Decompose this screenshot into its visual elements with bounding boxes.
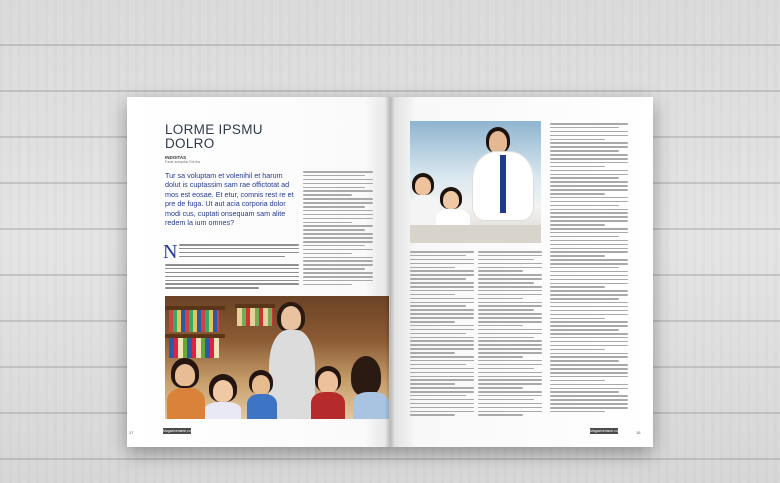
page-number: 18 [636,430,641,435]
magazine-spine [385,97,395,447]
kicker: INDOITAS [165,155,187,160]
kicker-subtitle: Faraf acequtar Dis tbs [165,160,201,164]
open-magazine [127,97,653,447]
body-text [165,264,299,294]
page-title: LORME IPSMU DOLRO [165,122,263,151]
footer-label: Magazinename.com [590,429,621,433]
left-page [127,97,390,447]
teacher-photo [410,121,541,243]
text-column [410,251,474,427]
right-page [390,97,653,447]
body-text-lead [179,244,299,262]
classroom-photo [165,296,389,419]
page-number: 17 [129,430,134,435]
text-column [478,251,542,427]
text-column [550,123,628,431]
text-column [303,171,373,293]
deck-paragraph: Tur sa voluptam et volenihil et harum dolut is cuptassim sam rae offictotat ad mos est eosae. Et etur, comnis rest re et pre de fuga. Ut aut acia corporia dolor modi cus, cuptati onsequam sam alite redem la ium omnes? [165,171,294,228]
footer-label: Magazinename.com [163,429,194,433]
drop-cap: N [163,241,178,263]
